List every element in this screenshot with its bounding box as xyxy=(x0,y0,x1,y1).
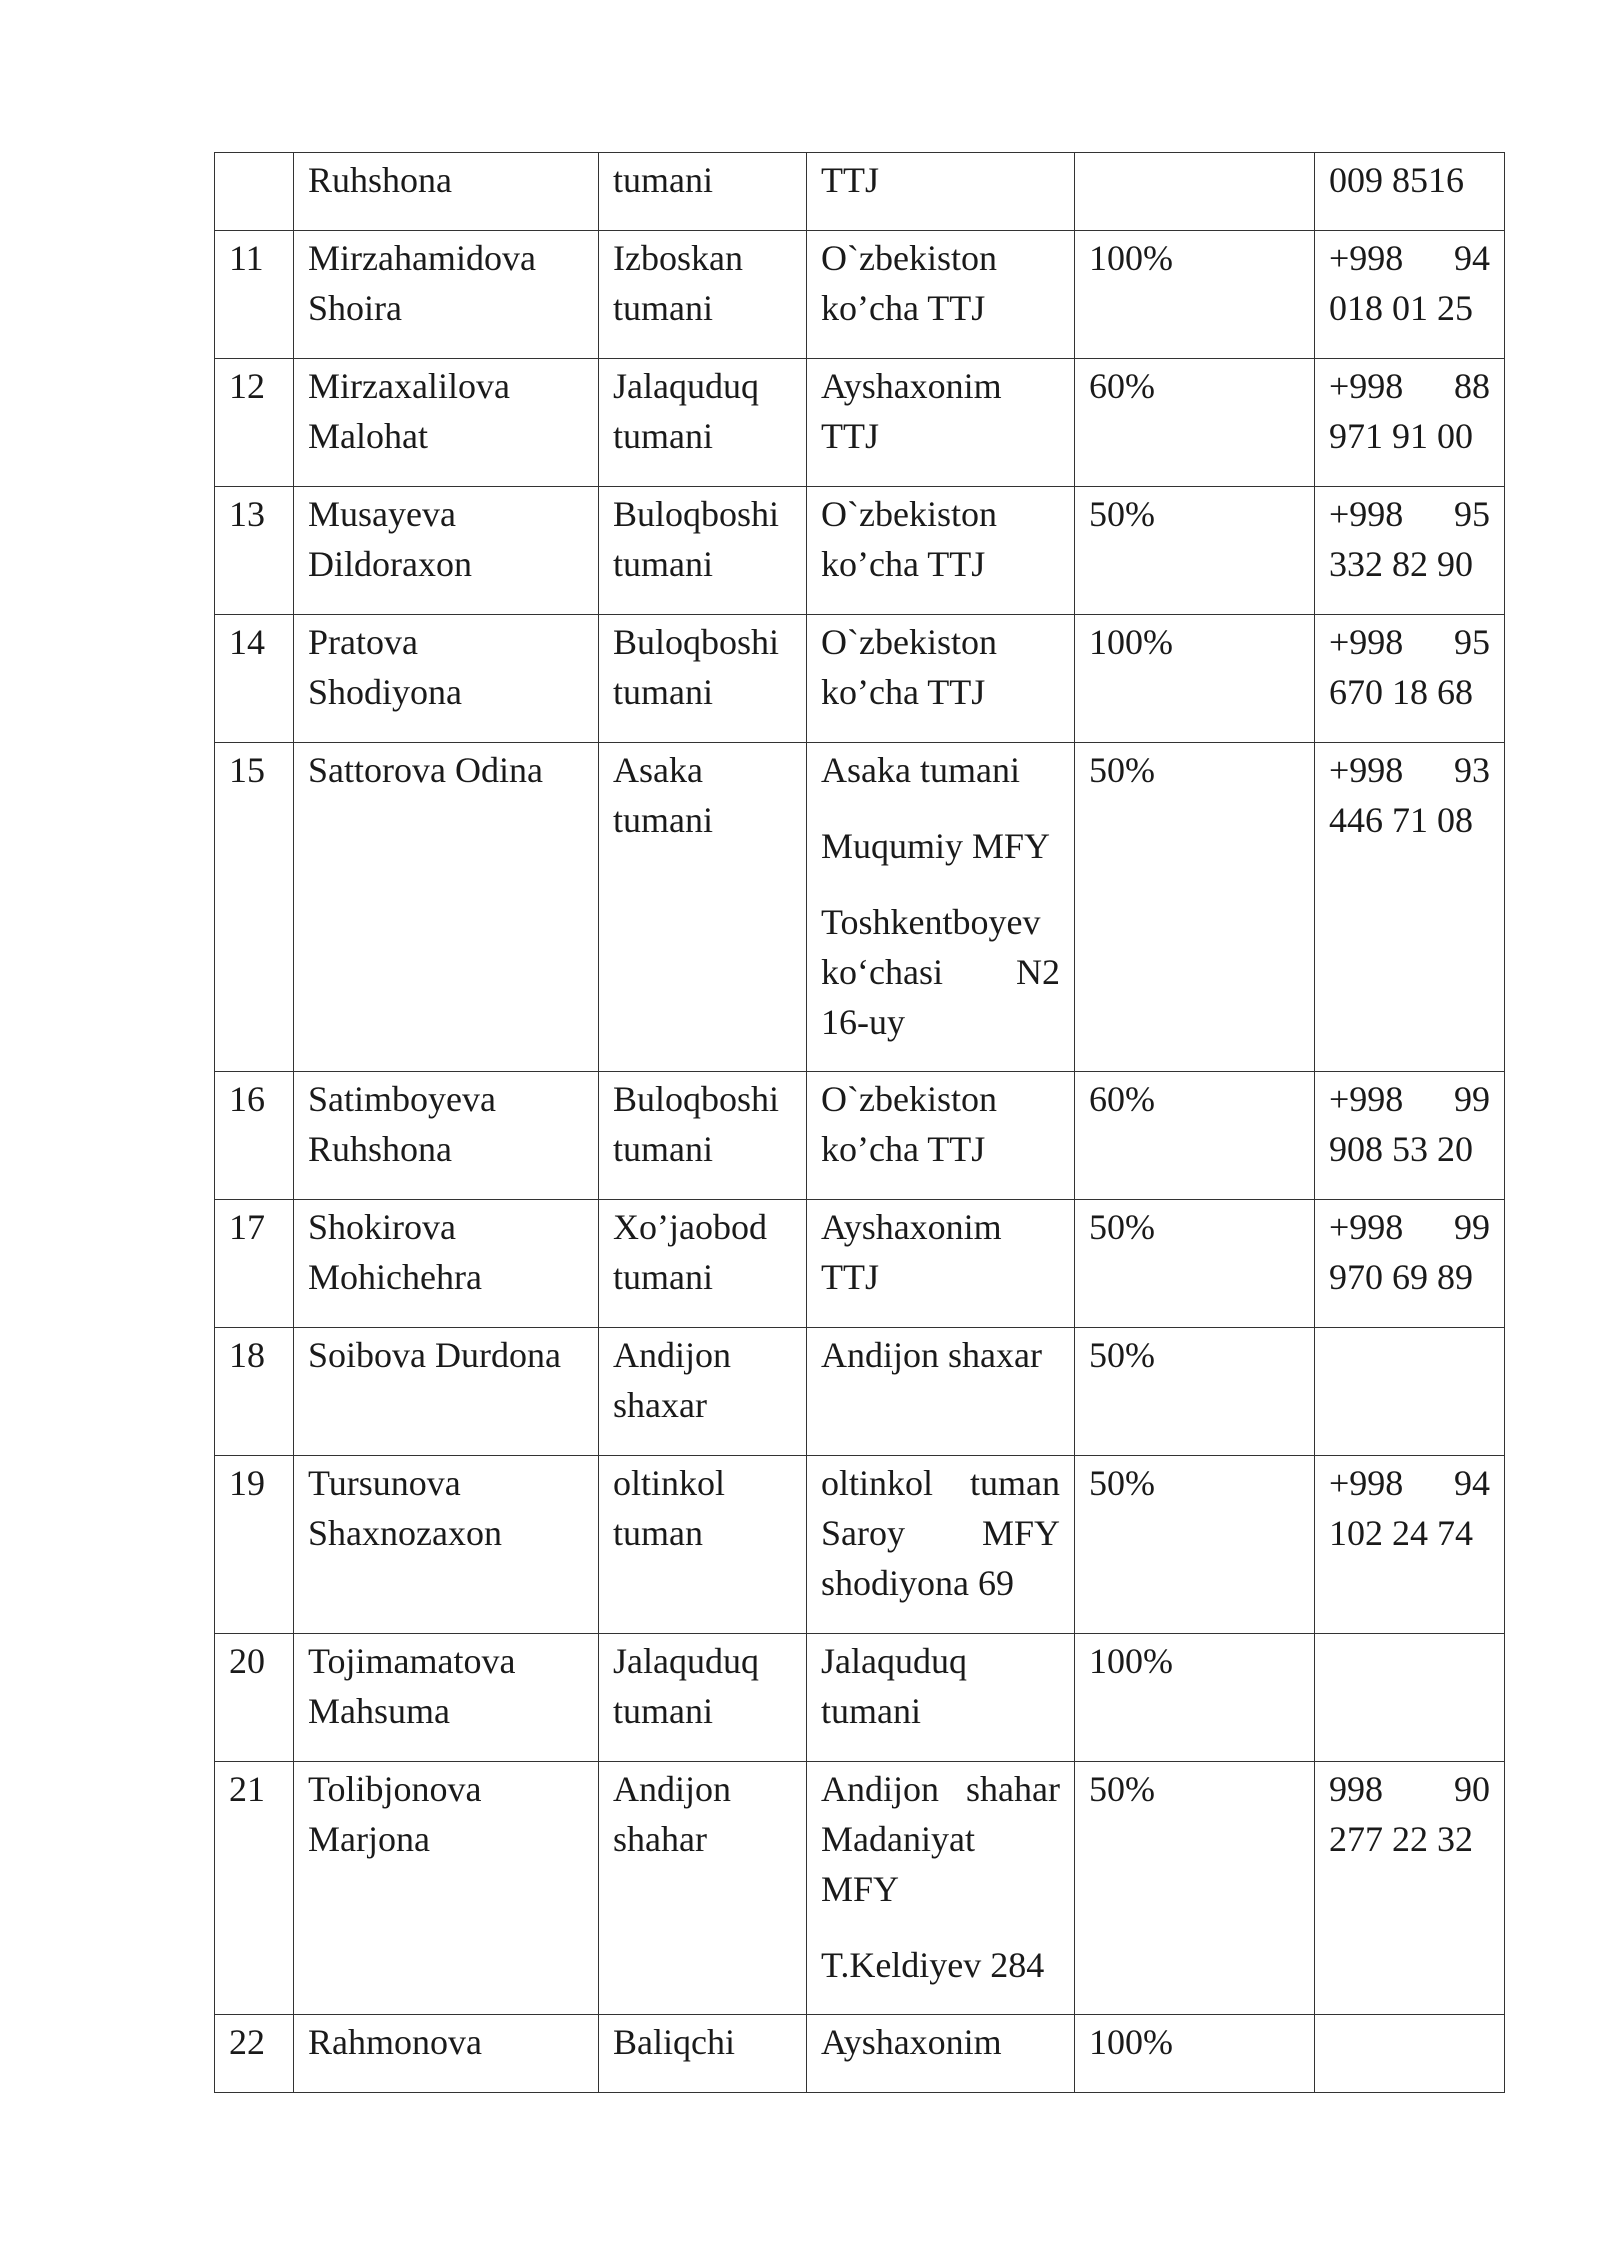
address-paragraph xyxy=(821,745,1060,795)
address-line-word: oltinkol xyxy=(821,1463,934,1503)
phone-country-code: +998 xyxy=(1329,366,1404,406)
student-name-cell xyxy=(294,487,599,615)
phone-number: 332 82 90 xyxy=(1329,544,1473,584)
student-name-cell xyxy=(294,153,599,231)
phone-cell xyxy=(1315,359,1505,487)
phone-country-code: +998 xyxy=(1329,750,1404,790)
phone-cell xyxy=(1315,153,1505,231)
address-cell xyxy=(807,153,1075,231)
percent-value: 50% xyxy=(1089,1769,1155,1809)
phone-number: 670 18 68 xyxy=(1329,672,1473,712)
phone-number: 277 22 32 xyxy=(1329,1819,1473,1859)
student-name-line: Musayeva xyxy=(308,494,456,534)
percent-cell xyxy=(1075,1328,1315,1456)
address-line xyxy=(821,1764,1060,1814)
student-name-line: Shoira xyxy=(308,288,402,328)
row-number: 14 xyxy=(229,622,265,662)
percent-value: 50% xyxy=(1089,494,1155,534)
address-line-word: Andijon xyxy=(821,1769,940,1809)
row-number-cell xyxy=(215,1072,294,1200)
phone-country-code: +998 xyxy=(1329,1079,1404,1119)
student-name-line: Marjona xyxy=(308,1819,430,1859)
percent-value: 100% xyxy=(1089,1641,1173,1681)
address-line-word: ko‘chasi xyxy=(821,952,943,992)
address-paragraph xyxy=(821,821,1060,871)
phone-country-code: +998 xyxy=(1329,494,1404,534)
table-row xyxy=(215,487,1505,615)
student-name-line: Tursunova xyxy=(308,1463,461,1503)
phone-country-code: 998 xyxy=(1329,1769,1383,1809)
district-line: Buloqboshi xyxy=(613,622,780,662)
district-line: Buloqboshi xyxy=(613,1079,780,1119)
address-line: ko’cha TTJ xyxy=(821,672,986,712)
address-paragraph xyxy=(821,1940,1060,1990)
percent-cell xyxy=(1075,743,1315,1072)
district-cell xyxy=(599,1634,807,1762)
district-cell xyxy=(599,2015,807,2093)
phone-operator-code: 94 xyxy=(1454,1463,1490,1503)
student-name-cell xyxy=(294,1634,599,1762)
address-line: O`zbekiston xyxy=(821,622,997,662)
address-line-word: MFY xyxy=(981,1513,1060,1553)
student-name-line: Shodiyona xyxy=(308,672,463,712)
address-line: shodiyona 69 xyxy=(821,1563,1014,1603)
address-line: ko’cha TTJ xyxy=(821,1129,986,1169)
percent-cell xyxy=(1075,1456,1315,1634)
table-row xyxy=(215,743,1505,1072)
address-cell xyxy=(807,1200,1075,1328)
address-line: 16-uy xyxy=(821,1002,905,1042)
address-line: ko’cha TTJ xyxy=(821,288,986,328)
row-number-cell xyxy=(215,2015,294,2093)
district-line: tumani xyxy=(613,416,713,456)
student-name-line: Tojimamatova xyxy=(308,1641,516,1681)
address-paragraph xyxy=(821,361,1060,461)
address-line-word: tuman xyxy=(970,1463,1060,1503)
district-cell xyxy=(599,1200,807,1328)
table-row xyxy=(215,359,1505,487)
district-line: tuman xyxy=(613,1513,703,1553)
student-name-line: Soibova Durdona xyxy=(308,1335,561,1375)
phone-cell xyxy=(1315,615,1505,743)
percent-cell xyxy=(1075,359,1315,487)
table-row xyxy=(215,1634,1505,1762)
percent-value: 50% xyxy=(1089,750,1155,790)
student-name-cell xyxy=(294,1762,599,2015)
district-cell xyxy=(599,1072,807,1200)
address-paragraph xyxy=(821,2017,1060,2067)
address-paragraph xyxy=(821,1458,1060,1608)
row-number: 11 xyxy=(229,238,264,278)
student-name-line: Sattorova Odina xyxy=(308,750,543,790)
phone-country-code: +998 xyxy=(1329,238,1404,278)
district-cell xyxy=(599,615,807,743)
phone-operator-code: 88 xyxy=(1454,366,1490,406)
percent-cell xyxy=(1075,153,1315,231)
district-line: tumani xyxy=(613,1129,713,1169)
percent-cell xyxy=(1075,487,1315,615)
phone-line xyxy=(1329,361,1490,411)
phone-operator-code: 94 xyxy=(1454,238,1490,278)
district-line: oltinkol xyxy=(613,1463,726,1503)
student-table xyxy=(214,152,1505,2093)
row-number-cell xyxy=(215,231,294,359)
percent-cell xyxy=(1075,231,1315,359)
phone-cell xyxy=(1315,743,1505,1072)
phone-number: 908 53 20 xyxy=(1329,1129,1473,1169)
district-cell xyxy=(599,359,807,487)
table-row xyxy=(215,2015,1505,2093)
address-cell xyxy=(807,1072,1075,1200)
student-name-line: Dildoraxon xyxy=(308,544,472,584)
table-body xyxy=(215,153,1505,2093)
address-paragraph xyxy=(821,617,1060,717)
row-number: 15 xyxy=(229,750,265,790)
address-line: T.Keldiyev 284 xyxy=(821,1945,1045,1985)
table-row xyxy=(215,1328,1505,1456)
district-line: tumani xyxy=(613,1691,713,1731)
student-name-line: Mohichehra xyxy=(308,1257,482,1297)
district-line: shahar xyxy=(613,1819,707,1859)
phone-cell xyxy=(1315,2015,1505,2093)
table-row xyxy=(215,1072,1505,1200)
row-number-cell xyxy=(215,1762,294,2015)
phone-cell xyxy=(1315,1200,1505,1328)
district-cell xyxy=(599,1762,807,2015)
address-paragraph xyxy=(821,489,1060,589)
phone-cell xyxy=(1315,1634,1505,1762)
address-cell xyxy=(807,2015,1075,2093)
row-number-cell xyxy=(215,743,294,1072)
district-line: Izboskan xyxy=(613,238,743,278)
phone-country-code: +998 xyxy=(1329,622,1404,662)
address-line: tumani xyxy=(821,1691,921,1731)
phone-operator-code: 95 xyxy=(1454,494,1490,534)
district-cell xyxy=(599,1456,807,1634)
table-row xyxy=(215,153,1505,231)
address-line xyxy=(821,947,1060,997)
percent-value: 50% xyxy=(1089,1207,1155,1247)
percent-cell xyxy=(1075,615,1315,743)
row-number: 20 xyxy=(229,1641,265,1681)
student-name-cell xyxy=(294,2015,599,2093)
address-line: Ayshaxonim xyxy=(821,2022,1002,2062)
row-number: 21 xyxy=(229,1769,265,1809)
address-line: MFY xyxy=(821,1869,900,1909)
address-line: TTJ xyxy=(821,1257,879,1297)
phone-number: 970 69 89 xyxy=(1329,1257,1473,1297)
student-name-line: Ruhshona xyxy=(308,1129,452,1169)
address-line: Madaniyat xyxy=(821,1819,975,1859)
percent-value: 100% xyxy=(1089,622,1173,662)
row-number-cell xyxy=(215,359,294,487)
district-cell xyxy=(599,153,807,231)
phone-cell xyxy=(1315,1072,1505,1200)
district-line: Xo’jaobod xyxy=(613,1207,767,1247)
row-number: 12 xyxy=(229,366,265,406)
percent-value: 50% xyxy=(1089,1463,1155,1503)
address-line: Ayshaxonim xyxy=(821,1207,1002,1247)
phone-number: 446 71 08 xyxy=(1329,800,1473,840)
district-line: Andijon xyxy=(613,1335,732,1375)
row-number: 19 xyxy=(229,1463,265,1503)
address-cell xyxy=(807,1634,1075,1762)
address-paragraph xyxy=(821,155,1060,205)
district-line: tumani xyxy=(613,288,713,328)
address-line: Muqumiy MFY xyxy=(821,826,1051,866)
row-number: 18 xyxy=(229,1335,265,1375)
student-name-line: Mirzahamidova xyxy=(308,238,536,278)
student-name-cell xyxy=(294,1072,599,1200)
address-line: Jalaquduq xyxy=(821,1641,967,1681)
address-paragraph xyxy=(821,1074,1060,1174)
phone-line xyxy=(1329,745,1490,795)
district-line: Andijon xyxy=(613,1769,732,1809)
address-line: TTJ xyxy=(821,160,879,200)
row-number-cell xyxy=(215,487,294,615)
district-line: tumani xyxy=(613,1257,713,1297)
district-cell xyxy=(599,231,807,359)
row-number: 16 xyxy=(229,1079,265,1119)
phone-line xyxy=(1329,617,1490,667)
student-name-cell xyxy=(294,615,599,743)
address-cell xyxy=(807,1762,1075,2015)
student-name-line: Shaxnozaxon xyxy=(308,1513,502,1553)
address-cell xyxy=(807,231,1075,359)
district-line: Jalaquduq xyxy=(613,1641,759,1681)
table-row xyxy=(215,231,1505,359)
address-cell xyxy=(807,615,1075,743)
address-paragraph xyxy=(821,1636,1060,1736)
district-line: tumani xyxy=(613,800,713,840)
address-paragraph xyxy=(821,1202,1060,1302)
district-line: Buloqboshi xyxy=(613,494,780,534)
phone-number: 018 01 25 xyxy=(1329,288,1473,328)
percent-cell xyxy=(1075,1634,1315,1762)
student-name-line: Tolibjonova xyxy=(308,1769,482,1809)
address-line: ko’cha TTJ xyxy=(821,544,986,584)
phone-cell xyxy=(1315,487,1505,615)
district-line: Baliqchi xyxy=(613,2022,735,2062)
address-line: Ayshaxonim xyxy=(821,366,1002,406)
student-name-line: Mirzaxalilova xyxy=(308,366,510,406)
student-name-cell xyxy=(294,743,599,1072)
student-name-line: Satimboyeva xyxy=(308,1079,496,1119)
percent-value: 50% xyxy=(1089,1335,1155,1375)
table-row xyxy=(215,615,1505,743)
district-cell xyxy=(599,1328,807,1456)
phone-operator-code: 95 xyxy=(1454,622,1490,662)
address-paragraph xyxy=(821,897,1060,1047)
phone-line xyxy=(1329,1074,1490,1124)
phone-country-code: +998 xyxy=(1329,1207,1404,1247)
percent-cell xyxy=(1075,1200,1315,1328)
address-line-word: N2 xyxy=(1016,952,1060,992)
student-name-line: Shokirova xyxy=(308,1207,456,1247)
percent-value: 100% xyxy=(1089,2022,1173,2062)
address-line: O`zbekiston xyxy=(821,1079,997,1119)
address-cell xyxy=(807,359,1075,487)
address-paragraph xyxy=(821,233,1060,333)
phone-cell xyxy=(1315,1328,1505,1456)
phone-line xyxy=(1329,233,1490,283)
student-name-cell xyxy=(294,359,599,487)
percent-cell xyxy=(1075,2015,1315,2093)
table-row xyxy=(215,1456,1505,1634)
address-paragraph xyxy=(821,1764,1060,1914)
percent-value: 60% xyxy=(1089,1079,1155,1119)
phone-operator-code: 99 xyxy=(1454,1207,1490,1247)
district-line: shaxar xyxy=(613,1385,707,1425)
student-name-line: Ruhshona xyxy=(308,160,452,200)
address-cell xyxy=(807,1456,1075,1634)
phone-line xyxy=(1329,1202,1490,1252)
row-number-cell xyxy=(215,615,294,743)
phone-cell xyxy=(1315,1762,1505,2015)
table-row xyxy=(215,1762,1505,2015)
row-number-cell xyxy=(215,1200,294,1328)
row-number-cell xyxy=(215,1634,294,1762)
row-number: 17 xyxy=(229,1207,265,1247)
student-name-cell xyxy=(294,1328,599,1456)
percent-cell xyxy=(1075,1762,1315,2015)
phone-line: 009 8516 xyxy=(1329,160,1464,200)
student-name-line: Mahsuma xyxy=(308,1691,450,1731)
table-row xyxy=(215,1200,1505,1328)
phone-cell xyxy=(1315,231,1505,359)
row-number-cell xyxy=(215,1456,294,1634)
student-name-cell xyxy=(294,1456,599,1634)
student-name-cell xyxy=(294,231,599,359)
address-cell xyxy=(807,1328,1075,1456)
student-name-line: Malohat xyxy=(308,416,428,456)
district-line: tumani xyxy=(613,544,713,584)
phone-line xyxy=(1329,1458,1490,1508)
phone-operator-code: 90 xyxy=(1454,1769,1490,1809)
address-line: Asaka tumani xyxy=(821,750,1020,790)
district-line: tumani xyxy=(613,672,713,712)
phone-operator-code: 99 xyxy=(1454,1079,1490,1119)
address-line: TTJ xyxy=(821,416,879,456)
phone-cell xyxy=(1315,1456,1505,1634)
phone-number: 102 24 74 xyxy=(1329,1513,1473,1553)
address-line xyxy=(821,1458,1060,1508)
phone-country-code: +998 xyxy=(1329,1463,1404,1503)
percent-value: 100% xyxy=(1089,238,1173,278)
district-line: tumani xyxy=(613,160,713,200)
row-number: 13 xyxy=(229,494,265,534)
address-paragraph xyxy=(821,1330,1060,1380)
phone-line xyxy=(1329,1764,1490,1814)
phone-operator-code: 93 xyxy=(1454,750,1490,790)
address-cell xyxy=(807,487,1075,615)
address-line xyxy=(821,1508,1060,1558)
address-line: Andijon shaxar xyxy=(821,1335,1042,1375)
student-name-cell xyxy=(294,1200,599,1328)
student-name-line: Pratova xyxy=(308,622,418,662)
student-name-line: Rahmonova xyxy=(308,2022,482,2062)
percent-value: 60% xyxy=(1089,366,1155,406)
address-line: O`zbekiston xyxy=(821,494,997,534)
phone-line xyxy=(1329,489,1490,539)
address-line-word: Saroy xyxy=(821,1513,905,1553)
percent-cell xyxy=(1075,1072,1315,1200)
address-line: Toshkentboyev xyxy=(821,902,1041,942)
district-cell xyxy=(599,487,807,615)
address-cell xyxy=(807,743,1075,1072)
address-line-word: shahar xyxy=(966,1769,1060,1809)
address-line: O`zbekiston xyxy=(821,238,997,278)
phone-number: 971 91 00 xyxy=(1329,416,1473,456)
row-number-cell xyxy=(215,153,294,231)
row-number: 22 xyxy=(229,2022,265,2062)
row-number-cell xyxy=(215,1328,294,1456)
district-cell xyxy=(599,743,807,1072)
district-line: Asaka xyxy=(613,750,703,790)
district-line: Jalaquduq xyxy=(613,366,759,406)
